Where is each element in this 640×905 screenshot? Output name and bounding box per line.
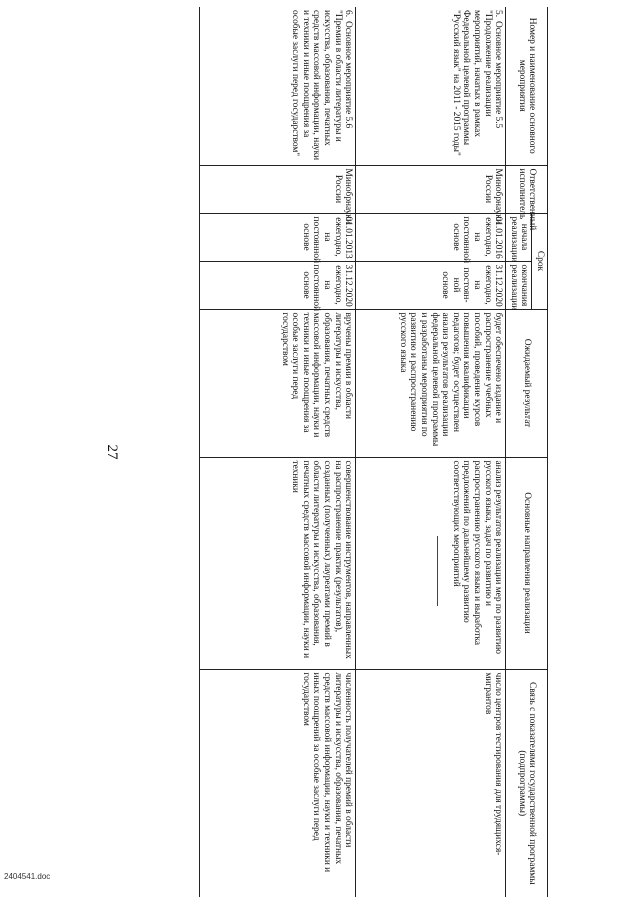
row-executor: Минобрнауки России xyxy=(356,165,506,213)
footer-filename: 2404541.doc xyxy=(4,872,51,881)
row-result: будет обеспечено издание и распространение учебных пособий, проведение курсов повышения квалификации педагогов; будет осуществлен анализ результатов реализации федеральной целевой программы и разработаны мероприятия по развитию и распространению русского языка xyxy=(356,309,506,457)
row-start: 01.01.2013 ежегодно, на постоянной основе xyxy=(200,213,356,261)
header-row-1 xyxy=(532,7,548,897)
row-end: 31.12.2020 ежегодно, на постоян-ной основе xyxy=(356,261,506,309)
table-row xyxy=(356,7,506,897)
page-number: 27 xyxy=(104,444,120,460)
row-executor: Минобрнауки России xyxy=(200,165,356,213)
row-directions: совершенствование инструментов, направленных на распространение практик (результатов), созданных (полученных) лауреатами премий в области литературы и искусства, образования, печатных средств массовой информации, науки и техники xyxy=(200,457,356,669)
header-start: начала реализации xyxy=(506,213,532,261)
row-result: вручены премии в области литературы и искусства, образования, печатных средств массовой информации, науки и техники и иные поощрения за особые заслуги перед государством xyxy=(200,309,356,457)
row-link: численность получателей премий в области литературы и искусства, образования, печатных средств массовой информации, науки и техники и иных поощрений за особые заслуги перед государством xyxy=(200,669,356,897)
header-name: Номер и наименование основного мероприятия xyxy=(506,7,548,165)
row-number: 6. xyxy=(343,10,354,18)
row-name: Основное мероприятие 5.6 "Премии в области литературы и искусства, образования, печатных средств массовой информации, науки и техники и иные поощрения за особые заслуги перед государством" xyxy=(290,10,354,161)
row-link: число центров тестирования для трудящихся-мигрантов xyxy=(356,669,506,897)
rotated-content xyxy=(104,7,548,897)
header-link: Связь с показателями государственной программы (подпрограммы) xyxy=(506,669,548,897)
header-end: окончания реализации xyxy=(506,261,532,309)
row-start: 01.01.2016 ежегодно, на постоянной основе xyxy=(356,213,506,261)
row-number: 5. xyxy=(493,10,504,18)
header-executor: Ответственный исполнитель xyxy=(506,165,548,213)
separator-line xyxy=(437,536,438,606)
header-term: Срок xyxy=(532,213,548,309)
row-name-cell xyxy=(356,7,506,165)
row-directions: анализ результатов реализации мер по развитию русского языка, задач по развитию и распространению русского языка и выработка предложений по дальнейшему развитию соответствующих мероприятий xyxy=(356,457,506,669)
table-row xyxy=(200,7,356,897)
measures-table xyxy=(199,7,548,897)
header-result: Ожидаемый результат xyxy=(506,309,548,457)
header-directions: Основные направления реализации xyxy=(506,457,548,669)
row-name: Основное мероприятие 5.5 "Продолжение реализации мероприятий, начатых в рамках Федеральной целевой программы "Русский язык" на 2011 - 2015 годы" xyxy=(450,10,504,156)
row-end: 31.12.2020 ежегодно, на постоянной основе xyxy=(200,261,356,309)
row-name-cell xyxy=(200,7,356,165)
